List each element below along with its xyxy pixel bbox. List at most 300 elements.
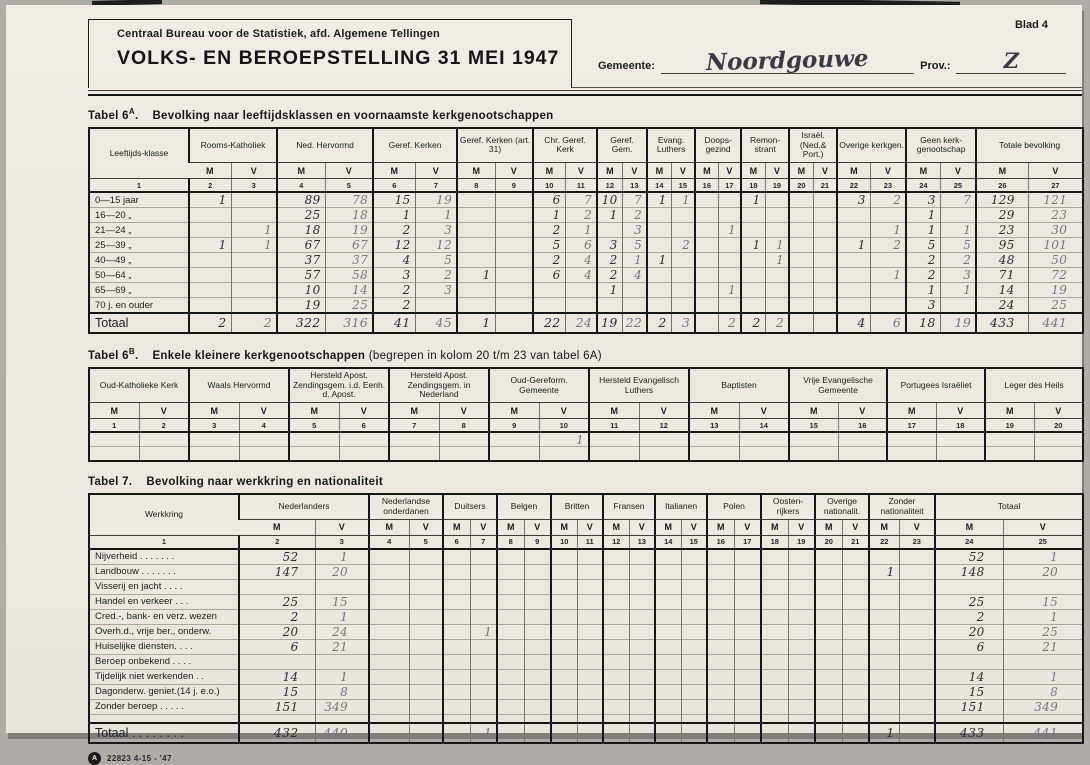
table-cell <box>1003 579 1083 594</box>
table-cell <box>899 723 935 743</box>
column-number: 14 <box>739 419 789 433</box>
column-number: 25 <box>940 179 976 193</box>
table-cell <box>655 669 681 684</box>
table-cell <box>695 298 718 314</box>
table-cell <box>603 669 629 684</box>
table-cell <box>577 669 603 684</box>
table-cell <box>577 609 603 624</box>
table-cell <box>734 609 761 624</box>
table-cell <box>681 699 707 714</box>
column-group-header: Rooms-Katholiek <box>189 128 277 163</box>
printer-stamp <box>88 752 1082 765</box>
table-cell <box>470 579 497 594</box>
handwritten-value: 89 <box>277 192 325 208</box>
handwritten-value: 2 <box>741 313 765 333</box>
table-cell <box>761 549 788 565</box>
row-label: 50—64 „ <box>89 268 189 283</box>
table-cell <box>439 432 489 447</box>
table-cell <box>813 283 837 298</box>
table-cell <box>577 723 603 743</box>
column-number: 1 <box>89 535 239 549</box>
column-number: 17 <box>718 179 741 193</box>
row-header: Leeftijds-klasse <box>89 128 189 179</box>
handwritten-value: 2 <box>906 253 940 268</box>
handwritten-value: 19 <box>940 313 976 333</box>
table-cell <box>495 313 533 333</box>
spacer-cell <box>443 714 470 723</box>
table-cell <box>189 223 231 238</box>
handwritten-value: 19 <box>277 298 325 314</box>
table-cell <box>409 723 443 743</box>
column-number: 14 <box>655 535 681 549</box>
table-cell <box>815 624 842 639</box>
tabel-6b-title: Tabel $6^B$. Enkele kleinere kerkgenootschappen (begrepen in kolom 20 t/m 23 van tabel 6A) <box>88 347 602 362</box>
table-cell <box>689 432 739 447</box>
spacer-cell <box>603 714 629 723</box>
table-cell <box>524 549 551 565</box>
column-number: 10 <box>533 179 565 193</box>
table-cell <box>524 669 551 684</box>
table-cell <box>369 609 409 624</box>
handwritten-value: 1 <box>231 223 277 238</box>
table-cell <box>842 549 869 565</box>
table-cell <box>389 447 439 462</box>
table-cell <box>707 549 734 565</box>
column-header-v: V <box>936 403 985 419</box>
table-cell <box>495 253 533 268</box>
table-cell <box>443 609 470 624</box>
column-header-m: M <box>689 403 739 419</box>
handwritten-value: 8 <box>315 684 369 699</box>
handwritten-value: 14 <box>325 283 373 298</box>
table-cell <box>813 238 837 253</box>
handwritten-value: 15 <box>315 594 369 609</box>
table-cell <box>603 654 629 669</box>
handwritten-value: 30 <box>1028 223 1083 238</box>
column-number: 7 <box>470 535 497 549</box>
column-header-v: V <box>239 403 289 419</box>
handwritten-value: 12 <box>373 238 415 253</box>
column-group-header: Nederlanders <box>239 494 369 519</box>
table-cell <box>489 447 539 462</box>
column-number: 5 <box>409 535 443 549</box>
column-number: 8 <box>439 419 489 433</box>
table-cell <box>409 564 443 579</box>
column-header-v: V <box>495 163 533 179</box>
spacer-cell <box>577 714 603 723</box>
table-cell <box>815 699 842 714</box>
header-meta <box>572 19 1082 88</box>
handwritten-value: 5 <box>940 238 976 253</box>
table-cell <box>551 609 577 624</box>
table-cell <box>239 447 289 462</box>
table-cell <box>524 654 551 669</box>
table-cell <box>695 253 718 268</box>
handwritten-value: 322 <box>277 313 325 333</box>
handwritten-value: 2 <box>597 253 622 268</box>
handwritten-value: 45 <box>415 313 457 333</box>
table-cell <box>842 699 869 714</box>
handwritten-value: 4 <box>373 253 415 268</box>
column-group-header: Totale bevolking <box>976 128 1083 163</box>
table-cell <box>869 669 899 684</box>
handwritten-value: 37 <box>277 253 325 268</box>
column-group-header: Geref. Gem. <box>597 128 647 163</box>
row-label: Beroep onbekend . . . . <box>89 654 239 669</box>
column-header-v: V <box>899 519 935 535</box>
table-cell <box>765 223 789 238</box>
column-number: 11 <box>565 179 597 193</box>
row-label: 0—15 jaar <box>95 194 139 206</box>
table-cell <box>815 549 842 565</box>
handwritten-value: 15 <box>935 684 1003 699</box>
handwritten-value: 1 <box>189 192 231 208</box>
table-cell <box>842 624 869 639</box>
table-cell <box>789 283 813 298</box>
table-cell <box>707 699 734 714</box>
table-cell <box>577 579 603 594</box>
column-header-v: V <box>870 163 906 179</box>
handwritten-value: 1 <box>415 208 457 223</box>
table-cell <box>707 624 734 639</box>
table-cell <box>470 549 497 565</box>
column-number: 19 <box>765 179 789 193</box>
column-number: 3 <box>315 535 369 549</box>
column-group-header: Chr. Geref. Kerk <box>533 128 597 163</box>
table-cell <box>837 268 870 283</box>
table-cell <box>935 579 1003 594</box>
column-header-v: V <box>524 519 551 535</box>
table-cell <box>495 298 533 314</box>
column-header-v: V <box>339 403 389 419</box>
handwritten-value: 1 <box>1003 549 1083 565</box>
table-cell <box>671 298 695 314</box>
handwritten-value: 4 <box>622 268 647 283</box>
row-label: 16—20 „ <box>89 208 189 223</box>
table-cell <box>655 609 681 624</box>
table-cell <box>231 192 277 208</box>
handwritten-value: 1 <box>870 223 906 238</box>
column-number: 24 <box>906 179 940 193</box>
column-header-m: M <box>389 403 439 419</box>
handwritten-value: 4 <box>565 253 597 268</box>
handwritten-value: 1 <box>597 208 622 223</box>
handwritten-value: 67 <box>325 238 373 253</box>
table-cell <box>815 609 842 624</box>
column-header-v: V <box>734 519 761 535</box>
column-number: 8 <box>457 179 495 193</box>
table-cell <box>870 208 906 223</box>
table-cell <box>788 564 815 579</box>
column-group-header: Vrije Evangelische Gemeente <box>789 368 887 403</box>
spacer-cell <box>734 714 761 723</box>
table-cell <box>842 654 869 669</box>
table-cell <box>369 723 409 743</box>
table-cell <box>470 594 497 609</box>
handwritten-value: 20 <box>315 564 369 579</box>
spacer-cell <box>524 714 551 723</box>
column-header-v: V <box>765 163 789 179</box>
handwritten-value: 3 <box>837 192 870 208</box>
column-header-m: M <box>887 403 936 419</box>
table-cell <box>189 268 231 283</box>
column-number: 8 <box>497 535 524 549</box>
table-cell <box>551 684 577 699</box>
tabel-6a-title: Tabel $6^A$. Bevolking naar leeftijdsklassen en voornaamste kerkgenootschappen <box>88 107 554 122</box>
column-number: 2 <box>139 419 189 433</box>
table-cell <box>813 313 837 333</box>
column-number: 21 <box>842 535 869 549</box>
column-number: 10 <box>539 419 589 433</box>
table-cell <box>369 549 409 565</box>
table-cell <box>470 654 497 669</box>
table-cell <box>497 564 524 579</box>
handwritten-value: 151 <box>239 699 315 714</box>
table-cell <box>739 447 789 462</box>
handwritten-value: 7 <box>622 192 647 208</box>
handwritten-value: 10 <box>277 283 325 298</box>
table-cell <box>837 208 870 223</box>
column-number: 3 <box>189 419 239 433</box>
column-header-m: M <box>837 163 870 179</box>
table-cell <box>589 432 639 447</box>
table-cell <box>813 253 837 268</box>
table-cell <box>788 609 815 624</box>
column-number: 13 <box>629 535 655 549</box>
table-cell <box>189 432 239 447</box>
column-header-v: V <box>539 403 589 419</box>
table-cell <box>940 208 976 223</box>
spacer-cell <box>655 714 681 723</box>
spacer-cell <box>409 714 443 723</box>
handwritten-value: 1 <box>940 283 976 298</box>
table-cell <box>707 579 734 594</box>
table-cell <box>597 223 622 238</box>
handwritten-value: 147 <box>239 564 315 579</box>
table-cell <box>551 594 577 609</box>
table-cell <box>655 564 681 579</box>
column-header-v: V <box>739 403 789 419</box>
table-cell <box>622 283 647 298</box>
column-number: 20 <box>789 179 813 193</box>
table-cell <box>695 313 718 333</box>
column-group-header: Baptisten <box>689 368 789 403</box>
table-cell <box>457 238 495 253</box>
handwritten-value: 25 <box>1028 298 1083 314</box>
column-number: 25 <box>1003 535 1083 549</box>
table-cell <box>761 699 788 714</box>
handwritten-value: 5 <box>415 253 457 268</box>
handwritten-value: 316 <box>325 313 373 333</box>
table-cell <box>603 723 629 743</box>
handwritten-value: 2 <box>239 609 315 624</box>
table-cell <box>647 223 671 238</box>
handwritten-value: 1 <box>565 223 597 238</box>
table-cell <box>788 579 815 594</box>
column-number: 11 <box>589 419 639 433</box>
table-cell <box>869 609 899 624</box>
table-cell <box>761 723 788 743</box>
column-header-m: M <box>976 163 1028 179</box>
handwritten-value: 1 <box>1003 609 1083 624</box>
column-group-header: Geref. Kerken (art. 31) <box>457 128 533 163</box>
row-label: Nijverheid . . . . . . . <box>95 551 175 563</box>
column-group-header: Geen kerk-genootschap <box>906 128 976 163</box>
handwritten-value: 2 <box>231 313 277 333</box>
spacer-cell <box>1003 714 1083 723</box>
table-cell <box>524 624 551 639</box>
table-cell <box>695 283 718 298</box>
tabel-6b-note: (begrepen in kolom 20 t/m 23 van tabel 6A) <box>368 349 602 362</box>
handwritten-value: 52 <box>935 549 1003 565</box>
table-cell <box>789 208 813 223</box>
column-header-m: M <box>189 163 231 179</box>
table-cell <box>761 609 788 624</box>
column-number: 15 <box>789 419 838 433</box>
handwritten-value: 3 <box>415 283 457 298</box>
table-cell <box>409 549 443 565</box>
handwritten-value: 5 <box>533 238 565 253</box>
handwritten-value: 20 <box>935 624 1003 639</box>
column-header-m: M <box>289 403 339 419</box>
handwritten-value: 5 <box>622 238 647 253</box>
table-cell <box>985 432 1034 447</box>
table-cell <box>577 699 603 714</box>
column-header-v: V <box>1003 519 1083 535</box>
table-cell <box>495 268 533 283</box>
table-cell <box>671 208 695 223</box>
table-cell <box>761 669 788 684</box>
table-cell <box>577 684 603 699</box>
column-header-m: M <box>533 163 565 179</box>
table-cell <box>470 609 497 624</box>
handwritten-value: 1 <box>870 268 906 283</box>
handwritten-value: 20 <box>239 624 315 639</box>
column-number: 13 <box>689 419 739 433</box>
handwritten-value: 24 <box>565 313 597 333</box>
column-number: 18 <box>936 419 985 433</box>
table-cell <box>681 654 707 669</box>
table-cell <box>577 564 603 579</box>
handwritten-value: 3 <box>906 192 940 208</box>
handwritten-value: 2 <box>906 268 940 283</box>
handwritten-value: 2 <box>533 223 565 238</box>
tabel-7-title: Tabel 7. Bevolking naar werkkring en nationaliteit <box>88 476 383 489</box>
table-cell <box>409 684 443 699</box>
table-cell <box>231 253 277 268</box>
handwritten-value: 2 <box>647 313 671 333</box>
column-header-v: V <box>622 163 647 179</box>
table-cell <box>788 639 815 654</box>
table-cell <box>761 624 788 639</box>
handwritten-value: 6 <box>935 639 1003 654</box>
column-header-v: V <box>940 163 976 179</box>
spacer-cell <box>470 714 497 723</box>
handwritten-value: 1 <box>869 723 899 743</box>
table-cell <box>899 609 935 624</box>
column-header-m: M <box>277 163 325 179</box>
handwritten-value: 6 <box>533 192 565 208</box>
column-header-m: M <box>497 519 524 535</box>
table-cell <box>629 699 655 714</box>
table-cell <box>707 684 734 699</box>
handwritten-value: 432 <box>239 723 315 743</box>
column-number: 26 <box>976 179 1028 193</box>
table-cell <box>869 654 899 669</box>
column-group-header: Remon-strant <box>741 128 789 163</box>
table-cell <box>629 639 655 654</box>
table-cell <box>533 298 565 314</box>
handwritten-value: 19 <box>597 313 622 333</box>
table-cell <box>443 669 470 684</box>
column-header-m: M <box>647 163 671 179</box>
table-cell <box>497 594 524 609</box>
handwritten-value: 151 <box>935 699 1003 714</box>
column-group-header: Oosten-rijkers <box>761 494 815 519</box>
table-cell <box>734 669 761 684</box>
table-cell <box>369 594 409 609</box>
column-number: 12 <box>639 419 689 433</box>
column-group-header: Overige kerkgen. <box>837 128 906 163</box>
table-cell <box>789 192 813 208</box>
table-cell <box>629 684 655 699</box>
spacer-cell <box>369 714 409 723</box>
gemeente-row <box>598 44 1072 77</box>
table-cell <box>899 594 935 609</box>
handwritten-value: 1 <box>231 238 277 253</box>
column-header-m: M <box>457 163 495 179</box>
table-cell <box>838 447 887 462</box>
table-cell <box>603 639 629 654</box>
prov-handwritten-value: Z <box>1003 48 1019 73</box>
column-header-v: V <box>139 403 189 419</box>
table-cell <box>899 579 935 594</box>
handwritten-value: 25 <box>1003 624 1083 639</box>
handwritten-value: 22 <box>533 313 565 333</box>
handwritten-value: 41 <box>373 313 415 333</box>
column-number: 6 <box>373 179 415 193</box>
row-label: 40—49 „ <box>89 253 189 268</box>
prov-label: Prov.: <box>920 60 951 72</box>
handwritten-value: 3 <box>671 313 695 333</box>
table-cell <box>741 268 765 283</box>
table-cell <box>139 432 189 447</box>
table-cell <box>761 684 788 699</box>
table-cell <box>936 432 985 447</box>
column-header-m: M <box>761 519 788 535</box>
table-cell <box>734 624 761 639</box>
spacer-cell <box>497 714 524 723</box>
spacer-cell <box>869 714 899 723</box>
handwritten-value: 23 <box>1028 208 1083 223</box>
table-cell <box>551 723 577 743</box>
table-cell <box>788 549 815 565</box>
prov-field <box>956 50 1066 74</box>
table-cell <box>870 283 906 298</box>
table-cell <box>899 639 935 654</box>
row-label: Tijdelijk niet werkenden . . <box>89 669 239 684</box>
handwritten-value: 1 <box>940 223 976 238</box>
table-cell <box>899 549 935 565</box>
table-cell <box>539 447 589 462</box>
table-cell <box>497 669 524 684</box>
handwritten-value: 2 <box>940 253 976 268</box>
table-cell <box>837 223 870 238</box>
table-cell <box>457 298 495 314</box>
table-cell <box>565 298 597 314</box>
table-cell <box>289 447 339 462</box>
handwritten-value: 10 <box>597 192 622 208</box>
